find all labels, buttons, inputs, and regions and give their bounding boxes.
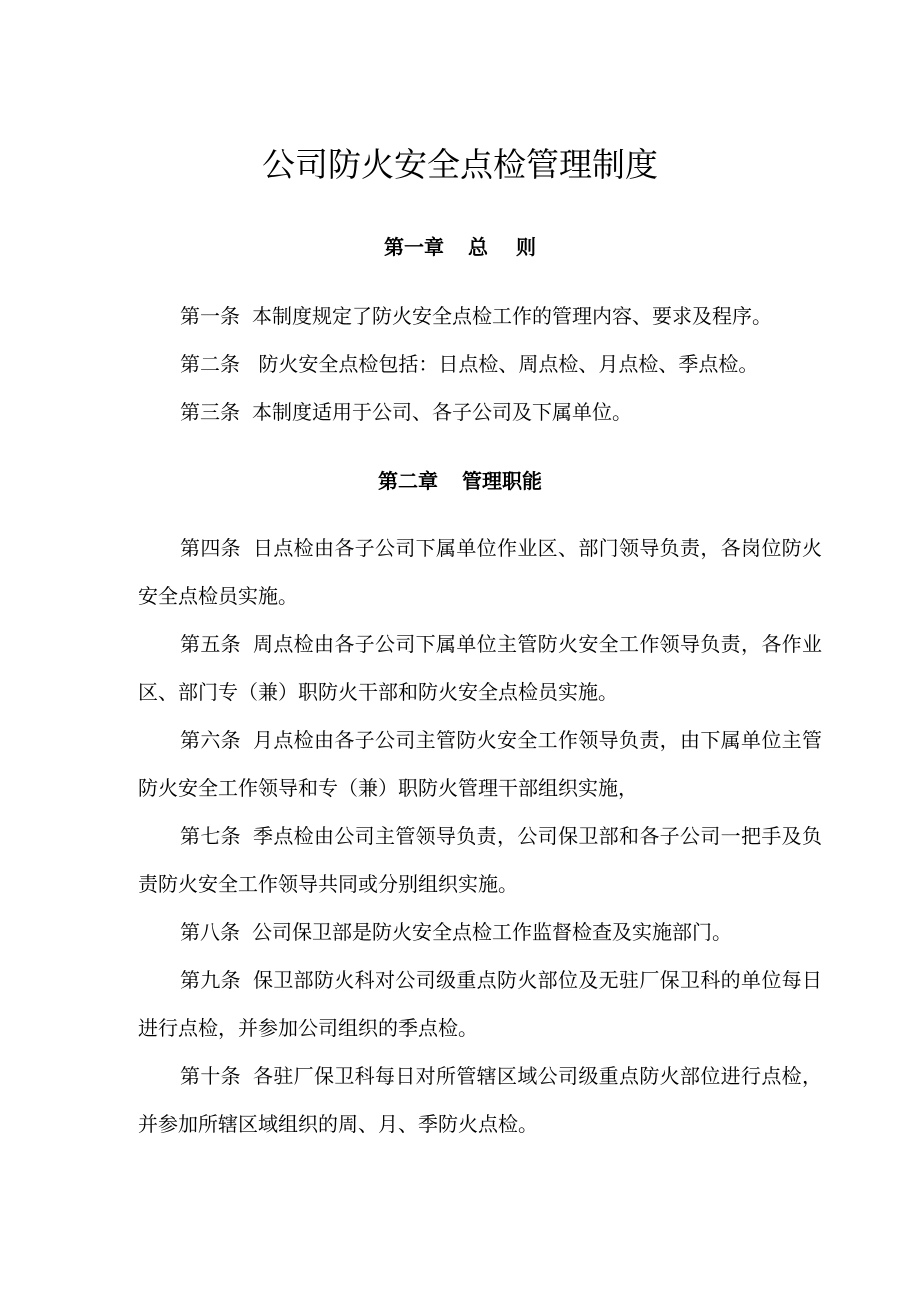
article-number: 第一条 bbox=[180, 304, 240, 328]
article-text: 公司保卫部是防火安全点检工作监督检查及实施部门。 bbox=[252, 920, 732, 944]
document-title: 公司防火安全点检管理制度 bbox=[262, 145, 658, 184]
article-2 bbox=[138, 340, 822, 388]
article-number: 第四条 bbox=[180, 536, 241, 560]
article-5 bbox=[138, 620, 822, 716]
article-text: 季点检由公司主管领导负责，公司保卫部和各子公司一把手及负责防火安全工作领导共同或分别组织实施。 bbox=[138, 824, 822, 896]
chapter-2-heading bbox=[0, 466, 920, 496]
article-6 bbox=[138, 716, 822, 812]
chapter-1-prefix: 第一章 bbox=[384, 235, 444, 259]
article-number: 第十条 bbox=[180, 1064, 241, 1088]
article-text: 本制度规定了防火安全点检工作的管理内容、要求及程序。 bbox=[252, 304, 772, 328]
article-number: 第二条 bbox=[180, 352, 240, 376]
article-number: 第三条 bbox=[180, 400, 240, 424]
article-1 bbox=[138, 292, 822, 340]
chapter-1-heading bbox=[0, 232, 920, 262]
article-10 bbox=[138, 1052, 822, 1148]
article-text: 保卫部防火科对公司级重点防火部位及无驻厂保卫科的单位每日进行点检，并参加公司组织的季点检。 bbox=[138, 968, 822, 1040]
article-text: 各驻厂保卫科每日对所管辖区域公司级重点防火部位进行点检，并参加所辖区域组织的周、月、季防火点检。 bbox=[138, 1064, 822, 1136]
article-3 bbox=[138, 388, 822, 436]
article-text: 本制度适用于公司、各子公司及下属单位。 bbox=[252, 400, 632, 424]
chapter-2-prefix: 第二章 bbox=[378, 469, 438, 493]
article-number: 第七条 bbox=[180, 824, 241, 848]
article-number: 第八条 bbox=[180, 920, 240, 944]
article-8 bbox=[138, 908, 822, 956]
article-number: 第五条 bbox=[180, 632, 241, 656]
chapter-1-title-a: 总 bbox=[468, 235, 488, 259]
article-text: 防火安全点检包括：日点检、周点检、月点检、季点检。 bbox=[252, 352, 759, 376]
article-number: 第九条 bbox=[180, 968, 241, 992]
chapter-1-title-b: 则 bbox=[516, 235, 536, 259]
article-number: 第六条 bbox=[180, 728, 241, 752]
article-text: 周点检由各子公司下属单位主管防火安全工作领导负责，各作业区、部门专（兼）职防火干部和防火安全点检员实施。 bbox=[138, 632, 822, 704]
article-4 bbox=[138, 524, 822, 620]
article-text: 月点检由各子公司主管防火安全工作领导负责，由下属单位主管防火安全工作领导和专（兼）职防火管理干部组织实施， bbox=[138, 728, 822, 800]
chapter-2-title: 管理职能 bbox=[462, 469, 542, 493]
article-9 bbox=[138, 956, 822, 1052]
article-7 bbox=[138, 812, 822, 908]
article-text: 日点检由各子公司下属单位作业区、部门领导负责，各岗位防火安全点检员实施。 bbox=[138, 536, 822, 608]
